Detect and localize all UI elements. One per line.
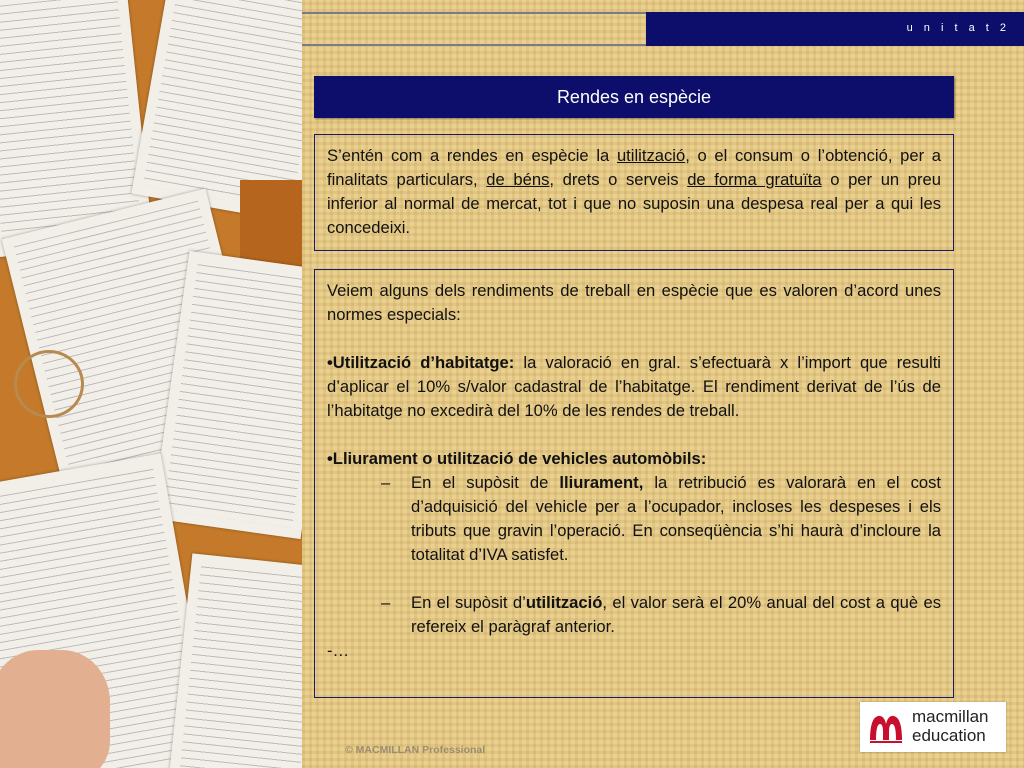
glasses-icon [14, 350, 84, 418]
definition-box [314, 134, 954, 251]
copyright-text: © MACMILLAN Professional [345, 744, 486, 756]
divider-line [302, 44, 646, 46]
top-bar [302, 0, 1024, 46]
macmillan-logo-icon [868, 710, 904, 744]
content-panel [302, 0, 1024, 768]
ellipsis-text: -… [327, 641, 350, 660]
logo-text-macmillan: macmillan [912, 707, 989, 726]
intro-text: Veiem alguns dels rendiments de treball en espècie que es valoren d’acord unes normes especials: [327, 281, 941, 324]
hand-image [0, 650, 110, 768]
unit-label: u n i t a t 2 [906, 22, 1010, 34]
slide-title: Rendes en espècie [314, 76, 954, 118]
logo-text-education: education [912, 726, 986, 745]
tax-form-paper [168, 553, 302, 768]
details-box [314, 269, 954, 698]
vehicles-item: •Lliurament o utilització de vehicles automòbils: [327, 449, 707, 468]
background-photo [0, 0, 302, 768]
housing-item: •Utilització d’habitatge: la valoració en gral. s’efectuarà x l’import que resulti d’aplicar el 10% s/valor cadastral de l’habitatge. El rendiment derivat de l’ús de l’habitatge no excedirà del 10% de les rendes de treball. [327, 353, 941, 420]
unit-tab [646, 12, 1024, 46]
macmillan-logo [860, 702, 1006, 752]
use-subitem: – En el supòsit d’utilització, el valor serà el 20% anual del cost a què es refereix el paràgraf anterior. [381, 593, 941, 636]
divider-line [302, 12, 646, 14]
definition-text: S’entén com a rendes en espècie la utilització, o el consum o l’obtenció, per a finalitats particulars, de béns, drets o serveis de forma gratuïta o per un preu inferior al normal de mercat, tot i que no suposin una despesa real per a qui les concedeixi. [327, 146, 942, 237]
delivery-subitem: – En el supòsit de lliurament, la retribució es valorarà en el cost d’adquisició del vehicle per a l’ocupador, incloses les despeses i els tributs que gravin l’operació. En conseqüència s’hi haurà d’incloure la totalitat d’IVA satisfet. [381, 473, 941, 564]
